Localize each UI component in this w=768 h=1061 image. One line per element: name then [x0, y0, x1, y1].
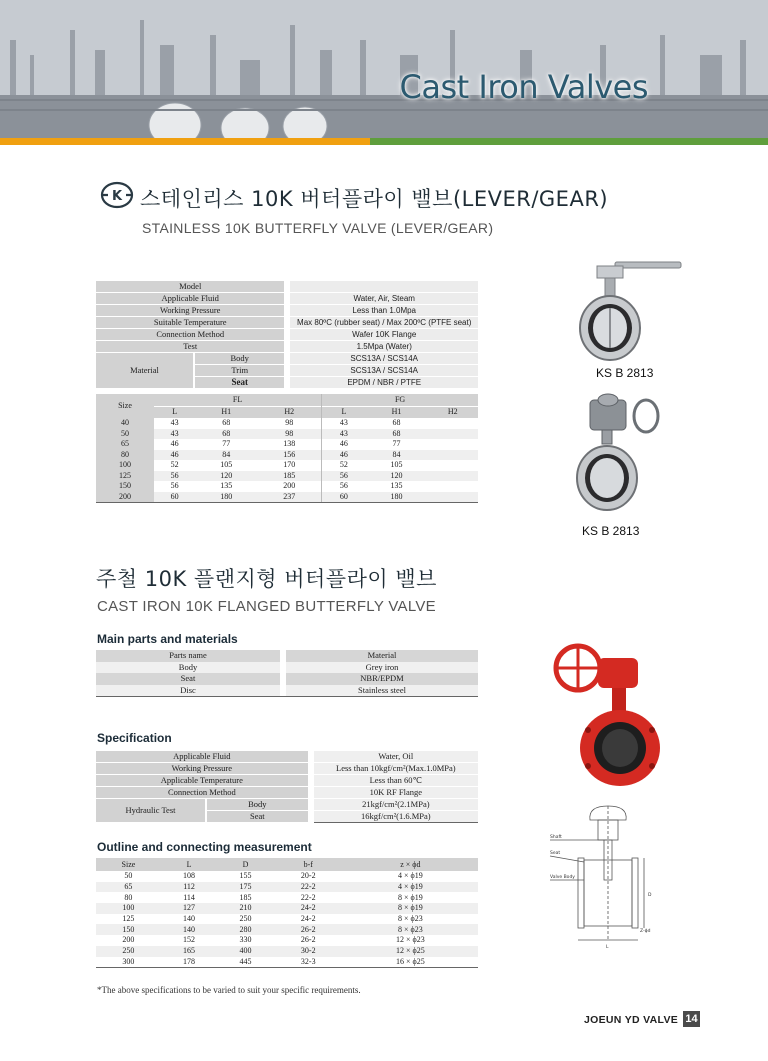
table-cell: 98 — [257, 429, 322, 440]
table-row — [96, 903, 478, 914]
table-cell: 56 — [170, 481, 179, 491]
spec-sublabel: Trim — [194, 365, 284, 377]
table-header-row — [96, 858, 478, 871]
table-cell: 24-2 — [300, 914, 316, 924]
table-cell: 135 — [390, 481, 403, 491]
table-cell: Grey iron — [286, 662, 478, 674]
group-header-fl: FL — [154, 394, 322, 406]
svg-text:K: K — [111, 189, 123, 204]
table-cell: NBR/EPDM — [286, 673, 478, 685]
table-cell: 280 — [217, 924, 273, 935]
table-cell: 77 — [392, 439, 401, 449]
spec-value: 1.5Mpa (Water) — [290, 341, 478, 353]
table-cell: 135 — [220, 481, 233, 491]
spec-label: Applicable Fluid — [96, 293, 284, 305]
table-row — [96, 439, 478, 450]
spec-label: Applicable Fluid — [96, 751, 308, 763]
table-cell: 330 — [239, 935, 252, 945]
table-row — [96, 281, 478, 293]
spec-value: SCS13A / SCS14A — [290, 365, 478, 377]
table-row — [96, 429, 478, 440]
table-cell: 138 — [283, 439, 296, 449]
table-cell: 16 × ϕ25 — [343, 957, 478, 968]
table-cell: 112 — [161, 882, 217, 893]
spec-value — [290, 281, 478, 293]
refinery-background-image — [0, 0, 768, 138]
table-cell: 8 × ϕ23 — [398, 914, 423, 924]
section1-spec-table — [96, 281, 478, 389]
table-cell: 185 — [239, 892, 252, 902]
table-cell: 105 — [220, 460, 233, 470]
header-banner — [0, 0, 768, 138]
page-title: Cast Iron Valves — [399, 68, 648, 106]
table-cell: 32-3 — [274, 957, 343, 968]
spec-label: Material — [96, 353, 194, 389]
section2-title-english: CAST IRON 10K FLANGED BUTTERFLY VALVE — [97, 598, 436, 615]
table-row — [96, 935, 478, 946]
table-cell: 180 — [195, 492, 257, 503]
photo2-label: KS B 2813 — [582, 524, 640, 538]
table-header-row — [96, 650, 478, 662]
table-cell: 68 — [222, 418, 231, 428]
table-cell: 50 — [124, 871, 133, 881]
table-cell: 105 — [390, 460, 403, 470]
table-row — [96, 946, 478, 957]
table-cell: 40 — [96, 418, 154, 429]
spec-sublabel: Body — [206, 799, 308, 811]
table-cell — [427, 460, 478, 471]
table-cell: 175 — [217, 882, 273, 893]
table-cell: 150 — [96, 481, 154, 492]
group-header-fg: FG — [322, 394, 478, 406]
spec-value: 16kgf/cm²(1.6.MPa) — [314, 811, 478, 823]
header-stripe-green — [370, 138, 768, 145]
table-row — [96, 353, 478, 365]
spec-sublabel: Body — [194, 353, 284, 365]
table-row — [96, 882, 478, 893]
ks-certification-logo — [100, 181, 134, 209]
table-cell: 210 — [217, 903, 273, 914]
spec-sublabel: Seat — [194, 377, 284, 389]
table-row — [96, 471, 478, 482]
table-row — [96, 481, 478, 492]
spec-label: Hydraulic Test — [96, 799, 206, 823]
table-cell: 152 — [183, 935, 196, 945]
section2-title-korean: 주철 10K 플랜지형 버터플라이 밸브 — [96, 567, 437, 591]
parts-table — [96, 650, 478, 697]
table-cell: 80 — [124, 892, 133, 902]
column-header: H1 — [366, 406, 428, 418]
table-cell: 68 — [392, 418, 401, 428]
table-cell: 156 — [257, 450, 322, 461]
table-cell: 125 — [96, 471, 154, 482]
table-cell: 46 — [322, 450, 366, 461]
spec-label: Test — [96, 341, 284, 353]
spec-value: Wafer 10K Flange — [290, 329, 478, 341]
table-row — [96, 799, 478, 811]
lever-butterfly-valve-image — [575, 258, 687, 366]
size-header: Size — [96, 394, 154, 418]
table-row — [96, 673, 478, 685]
table-row — [96, 293, 478, 305]
table-row — [96, 341, 478, 353]
table-row — [96, 305, 478, 317]
table-cell: 200 — [122, 935, 135, 945]
table-row — [96, 662, 478, 674]
photo1-label: KS B 2813 — [596, 366, 654, 380]
table-row — [96, 492, 478, 503]
table-row — [96, 460, 478, 471]
table-cell: 24-2 — [274, 903, 343, 914]
table-cell: 52 — [322, 460, 366, 471]
spec-label: Model — [96, 281, 284, 293]
table-cell: Stainless steel — [286, 685, 478, 697]
table-cell: 178 — [161, 957, 217, 968]
column-header: Material — [286, 650, 478, 662]
table-cell — [427, 471, 478, 482]
table-cell: 22-2 — [300, 892, 316, 902]
table-cell: 98 — [285, 418, 294, 428]
table-cell: 125 — [122, 914, 135, 924]
table-cell: 43 — [322, 418, 366, 429]
table-cell — [427, 429, 478, 440]
table-cell: 46 — [322, 439, 366, 450]
table-cell: 250 — [96, 946, 161, 957]
column-header: H2 — [427, 406, 478, 418]
column-header: L — [154, 406, 195, 418]
table-row — [96, 787, 478, 799]
table-cell: 22-2 — [274, 882, 343, 893]
column-header: Parts name — [96, 650, 280, 662]
table-cell: 155 — [239, 871, 252, 881]
table-cell: 200 — [283, 481, 296, 491]
drawing-label-d: D — [648, 893, 652, 898]
table-cell: Seat — [96, 673, 280, 685]
gear-butterfly-valve-image — [568, 390, 668, 516]
table-cell: 68 — [366, 429, 428, 440]
table-cell: 200 — [96, 492, 154, 503]
table-cell — [427, 481, 478, 492]
table-row — [96, 450, 478, 461]
column-header: Size — [96, 858, 161, 871]
column-header: H1 — [195, 406, 257, 418]
spec-label: Working Pressure — [96, 763, 308, 775]
table-cell: 84 — [195, 450, 257, 461]
spec-label: Connection Method — [96, 329, 284, 341]
table-cell — [427, 492, 478, 503]
table-row — [96, 685, 478, 697]
table-cell: 50 — [96, 429, 154, 440]
spec-label: Working Pressure — [96, 305, 284, 317]
spec-value: 10K RF Flange — [314, 787, 478, 799]
table-cell — [427, 439, 478, 450]
table-cell: 127 — [161, 903, 217, 914]
table-cell: 56 — [322, 471, 366, 482]
section1-title-korean: 스테인리스 10K 버터플라이 밸브(LEVER/GEAR) — [140, 187, 609, 211]
table-cell: 43 — [170, 418, 179, 428]
table-cell: 43 — [322, 429, 366, 440]
table-row — [96, 957, 478, 968]
table-cell — [427, 418, 478, 429]
table-cell: 170 — [283, 460, 296, 470]
outline-technical-drawing — [548, 800, 668, 960]
spec-value: Less than 10kgf/cm²(Max.1.0MPa) — [314, 763, 478, 775]
table-cell: 84 — [366, 450, 428, 461]
footer-brand: JOEUN YD VALVE — [584, 1014, 679, 1026]
table-cell — [427, 450, 478, 461]
table-cell: 65 — [96, 882, 161, 893]
drawing-label-seat: Seat — [550, 851, 561, 856]
table-header-row — [96, 406, 478, 418]
table-cell: 100 — [96, 460, 154, 471]
table-row — [96, 871, 478, 882]
table-cell: 8 × ϕ23 — [343, 924, 478, 935]
table-cell: 12 × ϕ23 — [396, 935, 425, 945]
page-number: 14 — [683, 1011, 700, 1027]
table-cell: 8 × ϕ19 — [343, 903, 478, 914]
table-cell: 20-2 — [300, 871, 316, 881]
table-cell: 120 — [195, 471, 257, 482]
table-cell: 180 — [366, 492, 428, 503]
table-row — [96, 751, 478, 763]
table-cell: 300 — [96, 957, 161, 968]
table-cell: 4 × ϕ19 — [398, 871, 423, 881]
table-cell: 26-2 — [300, 935, 316, 945]
table-cell: 12 × ϕ25 — [343, 946, 478, 957]
spec-value: Water, Oil — [314, 751, 478, 763]
spec-value: Less than 1.0Mpa — [290, 305, 478, 317]
section1-size-table — [96, 394, 478, 503]
spec-value: EPDM / NBR / PTFE — [290, 377, 478, 389]
table-cell: 26-2 — [274, 924, 343, 935]
header-stripe-orange — [0, 138, 370, 145]
table-cell: 140 — [183, 914, 196, 924]
table-cell: 56 — [154, 471, 195, 482]
column-header: L — [161, 858, 217, 871]
spec-label: Suitable Temperature — [96, 317, 284, 329]
drawing-label-bolt: Z-ϕd — [640, 929, 651, 934]
table-cell: 140 — [161, 924, 217, 935]
table-row — [96, 914, 478, 925]
footnote: *The above specifications to be varied to suit your specific requirements. — [97, 985, 361, 995]
table-cell: 185 — [257, 471, 322, 482]
table-cell: 52 — [170, 460, 179, 470]
table-cell: 100 — [96, 903, 161, 914]
table-row — [96, 775, 478, 787]
table-cell: 65 — [96, 439, 154, 450]
table-cell: 68 — [195, 429, 257, 440]
table-row — [96, 418, 478, 429]
spec-value: Water, Air, Steam — [290, 293, 478, 305]
table-cell: 8 × ϕ19 — [398, 892, 423, 902]
spec-value: SCS13A / SCS14A — [290, 353, 478, 365]
table-cell: 114 — [183, 892, 195, 902]
table-cell: 56 — [322, 481, 366, 492]
spec-sublabel: Seat — [206, 811, 308, 823]
parts-heading: Main parts and materials — [97, 632, 238, 646]
table-cell: 237 — [257, 492, 322, 503]
outline-heading: Outline and connecting measurement — [97, 840, 312, 854]
table-cell: 30-2 — [274, 946, 343, 957]
table-cell: 4 × ϕ19 — [343, 882, 478, 893]
outline-table — [96, 858, 478, 968]
table-row — [96, 329, 478, 341]
spec-value: 21kgf/cm²(2.1MPa) — [314, 799, 478, 811]
table-cell: 120 — [366, 471, 428, 482]
table-cell: 400 — [217, 946, 273, 957]
table-cell: 108 — [183, 871, 196, 881]
column-header: z × ϕd — [343, 858, 478, 871]
table-cell: 43 — [154, 429, 195, 440]
column-header: b-f — [274, 858, 343, 871]
specification-heading: Specification — [97, 731, 172, 745]
drawing-label-shaft: Shaft — [550, 835, 562, 840]
table-cell: 60 — [154, 492, 195, 503]
table-cell: 46 — [154, 450, 195, 461]
table-cell: 77 — [222, 439, 231, 449]
table-cell: 445 — [217, 957, 273, 968]
table-cell: 150 — [96, 924, 161, 935]
table-cell: Body — [96, 662, 280, 674]
spec-value: Max 80ºC (rubber seat) / Max 200ºC (PTFE seat) — [290, 317, 478, 329]
table-cell: Disc — [96, 685, 280, 697]
drawing-label-body: Valve Body — [550, 875, 575, 880]
drawing-label-l: L — [606, 945, 609, 950]
specification-table — [96, 751, 478, 823]
spec-value: Less than 60℃ — [314, 775, 478, 787]
table-cell: 250 — [239, 914, 252, 924]
table-cell: 60 — [322, 492, 366, 503]
spec-label: Connection Method — [96, 787, 308, 799]
table-cell: 46 — [170, 439, 179, 449]
table-row — [96, 892, 478, 903]
table-cell: 165 — [161, 946, 217, 957]
spec-label: Applicable Temperature — [96, 775, 308, 787]
table-header-row — [96, 394, 478, 406]
column-header: H2 — [257, 406, 322, 418]
column-header: L — [322, 406, 366, 418]
table-row — [96, 763, 478, 775]
table-cell: 80 — [96, 450, 154, 461]
section1-title-english: STAINLESS 10K BUTTERFLY VALVE (LEVER/GEAR) — [142, 220, 494, 236]
table-row — [96, 924, 478, 935]
cast-iron-flanged-valve-image — [550, 640, 665, 790]
table-row — [96, 317, 478, 329]
column-header: D — [217, 858, 273, 871]
